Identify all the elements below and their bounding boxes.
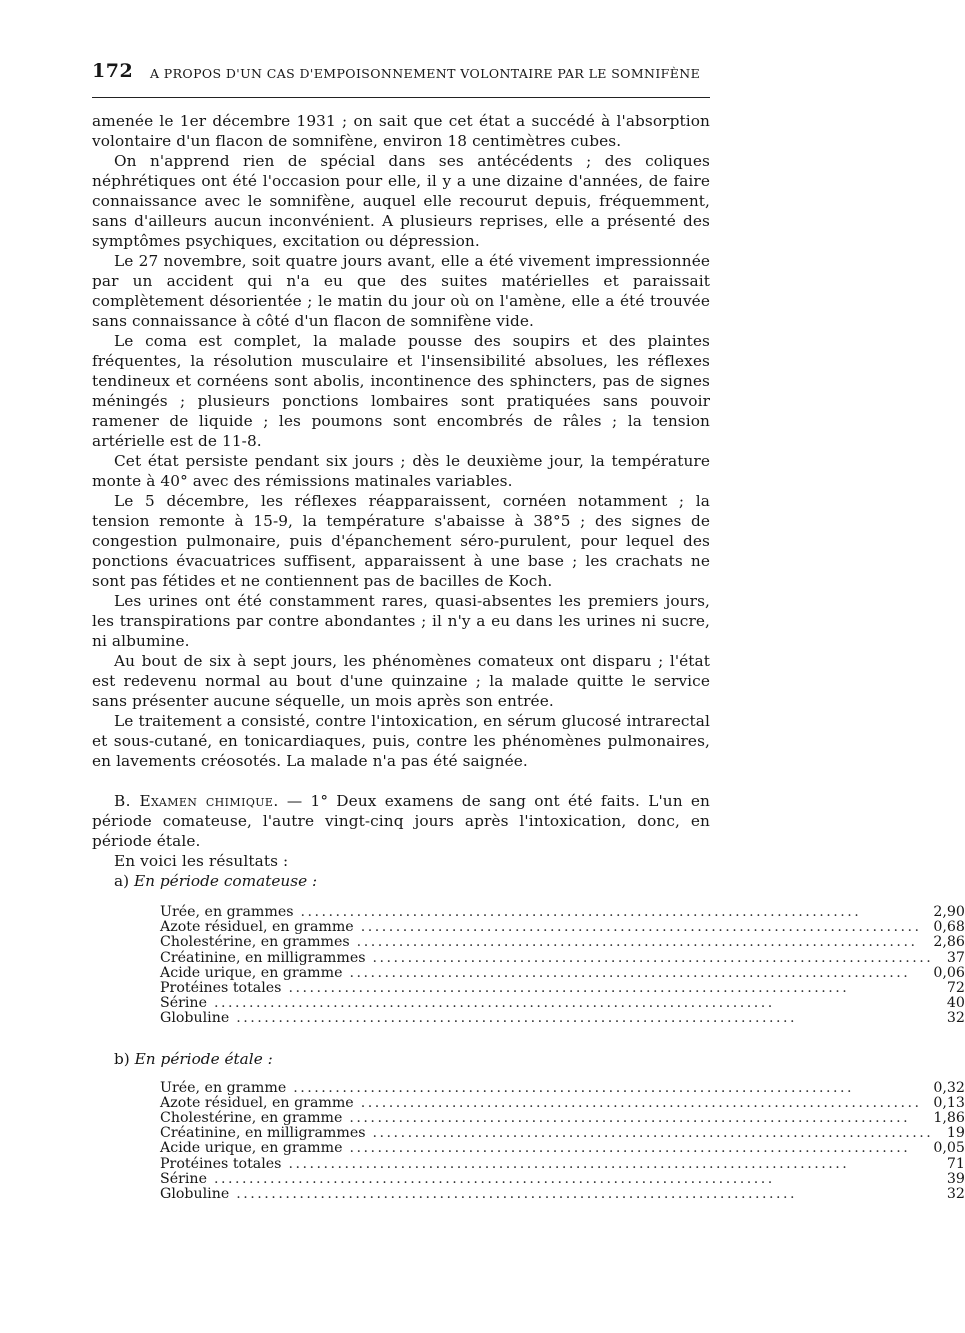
- result-row: [160, 951, 965, 966]
- result-value: 0,06: [933, 964, 965, 981]
- results-table-a: [160, 905, 965, 1027]
- paragraph: Le coma est complet, la malade pousse des soupirs et des plaintes fréquentes, la résolution musculaire et l'insensibilité absolues, les réflexes tendineux et cornéens sont abolis, incontinence des sphincters, pas de signes méningés ; plusieurs ponctions lombaires sont pratiquées sans pouvoir ramener de liquide ; les poumons sont encombrés de râles ; la tension artérielle est de 11-8.: [92, 332, 710, 450]
- leader-dots: ................................................................................: [286, 1079, 855, 1096]
- result-row: [160, 920, 965, 935]
- result-label: Cholestérine, en gramme: [160, 1110, 343, 1127]
- result-row: [160, 935, 965, 950]
- results-intro: En voici les résultats :: [114, 852, 289, 870]
- result-label: Cholestérine, en grammes: [160, 934, 350, 951]
- paragraph: Le 27 novembre, soit quatre jours avant, elle a été vivement impressionnée par un accident qui n'a eu que des suites matérielles et paraissait complètement désorientée ; le matin du jour où on l'amène, elle a été trouvée sans connaissance à côté d'un flacon de somnifène vide.: [92, 252, 710, 330]
- result-row: [160, 1157, 965, 1172]
- result-label: Sérine: [160, 1170, 207, 1187]
- result-value: 40: [946, 995, 965, 1012]
- leader-dots: ................................................................................: [206, 995, 775, 1012]
- leader-dots: ................................................................................: [229, 1010, 798, 1027]
- result-value: 72: [946, 980, 965, 997]
- result-value: 2,86: [933, 934, 965, 951]
- result-label: Urée, en gramme: [160, 1079, 287, 1096]
- result-value: 1,86: [933, 1110, 965, 1127]
- result-value: 39: [946, 1170, 965, 1187]
- page-header: [92, 58, 710, 98]
- period-b-heading: b) En période étale :: [114, 1049, 273, 1068]
- paragraph: Le 5 décembre, les réflexes réapparaissent, cornéen notamment ; la tension remonte à 15-9, la température s'abaisse à 38°5 ; des signes de congestion pulmonaire, puis d'épanchement séro-purulent, pour lequel des ponctions évacuatrices suffisent, apparaissent à une base ; les crachats ne sont pas fétides et ne contiennent pas de bacilles de Koch.: [92, 492, 710, 590]
- result-row: [160, 1187, 965, 1202]
- leader-dots: ................................................................................: [229, 1186, 798, 1203]
- result-value: 0,13: [933, 1094, 965, 1111]
- result-row: [160, 1172, 965, 1187]
- result-value: 0,68: [933, 919, 965, 936]
- paragraph: Au bout de six à sept jours, les phénomènes comateux ont disparu ; l'état est redevenu normal au bout d'une quinzaine ; la malade quitte le service sans présenter aucune séquelle, un mois après son entrée.: [92, 652, 710, 710]
- leader-dots: ................................................................................: [342, 964, 911, 981]
- paragraph: Le traitement a consisté, contre l'intoxication, en sérum glucosé intrarectal et sous-cutané, en tonicardiaques, puis, contre les phénomènes pulmonaires, en lavements créosotés. La malade n'a pas été saignée.: [92, 712, 710, 770]
- result-row: [160, 996, 965, 1011]
- page-number: 172: [92, 60, 134, 82]
- result-value: 19: [946, 1125, 965, 1142]
- paragraph: Cet état persiste pendant six jours ; dès le deuxième jour, la température monte à 40° avec des rémissions matinales variables.: [92, 452, 710, 490]
- result-value: 71: [946, 1155, 965, 1172]
- result-label: Globuline: [160, 1010, 230, 1027]
- leader-dots: ................................................................................: [349, 934, 918, 951]
- section-b-text: — 1° Deux examens de sang ont été faits. L'un en période comateuse, l'autre vingt-cinq jours après l'intoxication, donc, en période étale.: [92, 792, 711, 850]
- leader-dots: ................................................................................: [281, 1155, 850, 1172]
- paragraph: On n'apprend rien de spécial dans ses antécédents ; des coliques néphrétiques ont été l'occasion pour elle, il y a une dizaine d'années, de faire connaissance avec le somnifène, auquel elle recourut depuis, fréquemment, sans d'ailleurs aucun inconvénient. A plusieurs reprises, elle a présenté des symptômes psychiques, excitation ou dépression.: [92, 152, 710, 250]
- result-row: [160, 1111, 965, 1126]
- paragraph: Les urines ont été constamment rares, quasi-absentes les premiers jours, les transpirations par contre abondantes ; il n'y a eu dans les urines ni sucre, ni albumine.: [92, 592, 710, 650]
- leader-dots: ................................................................................: [342, 1110, 911, 1127]
- result-row: [160, 966, 965, 981]
- result-row: [160, 1096, 965, 1111]
- result-label: Sérine: [160, 995, 207, 1012]
- result-label: Créatinine, en milligrammes: [160, 949, 366, 966]
- result-value: 37: [946, 949, 965, 966]
- leader-dots: ................................................................................: [342, 1140, 911, 1157]
- result-row: [160, 1141, 965, 1156]
- result-label: Protéines totales: [160, 1155, 282, 1172]
- result-value: 0,32: [933, 1079, 965, 1096]
- result-value: 2,90: [933, 904, 965, 920]
- paragraph: amenée le 1er décembre 1931 ; on sait que cet état a succédé à l'absorption volontaire d'un flacon de somnifène, environ 18 centimètres cubes.: [92, 112, 710, 150]
- result-value: 0,05: [933, 1140, 965, 1157]
- result-label: Azote résiduel, en gramme: [160, 1094, 354, 1111]
- running-title: A PROPOS D'UN CAS D'EMPOISONNEMENT VOLONTAIRE PAR LE SOMNIFÈNE: [150, 66, 701, 81]
- leader-dots: ................................................................................: [365, 1125, 934, 1142]
- result-label: Urée, en grammes: [160, 904, 294, 920]
- result-label: Acide urique, en gramme: [160, 964, 343, 981]
- leader-dots: ................................................................................: [365, 949, 934, 966]
- result-label: Créatinine, en milligrammes: [160, 1125, 366, 1142]
- section-b-heading: B. Examen chimique.: [114, 792, 279, 810]
- section-b-paragraph: [92, 791, 710, 851]
- leader-dots: ................................................................................: [353, 919, 922, 936]
- results-table-b: [160, 1081, 965, 1203]
- leader-dots: ................................................................................: [281, 980, 850, 997]
- result-row: [160, 1126, 965, 1141]
- result-label: Globuline: [160, 1186, 230, 1203]
- result-row: [160, 981, 965, 996]
- leader-dots: ................................................................................: [353, 1094, 922, 1111]
- leader-dots: ................................................................................: [206, 1170, 775, 1187]
- result-row: [160, 1011, 965, 1026]
- result-row: [160, 905, 965, 920]
- result-label: Acide urique, en gramme: [160, 1140, 343, 1157]
- body-text: [92, 111, 965, 1203]
- result-row: [160, 1081, 965, 1096]
- result-label: Protéines totales: [160, 980, 282, 997]
- result-value: 32: [946, 1010, 965, 1027]
- header-rule: [92, 97, 710, 98]
- leader-dots: ................................................................................: [293, 904, 862, 920]
- result-label: Azote résiduel, en gramme: [160, 919, 354, 936]
- result-value: 32: [946, 1186, 965, 1203]
- period-a-heading: a) En période comateuse :: [114, 872, 318, 890]
